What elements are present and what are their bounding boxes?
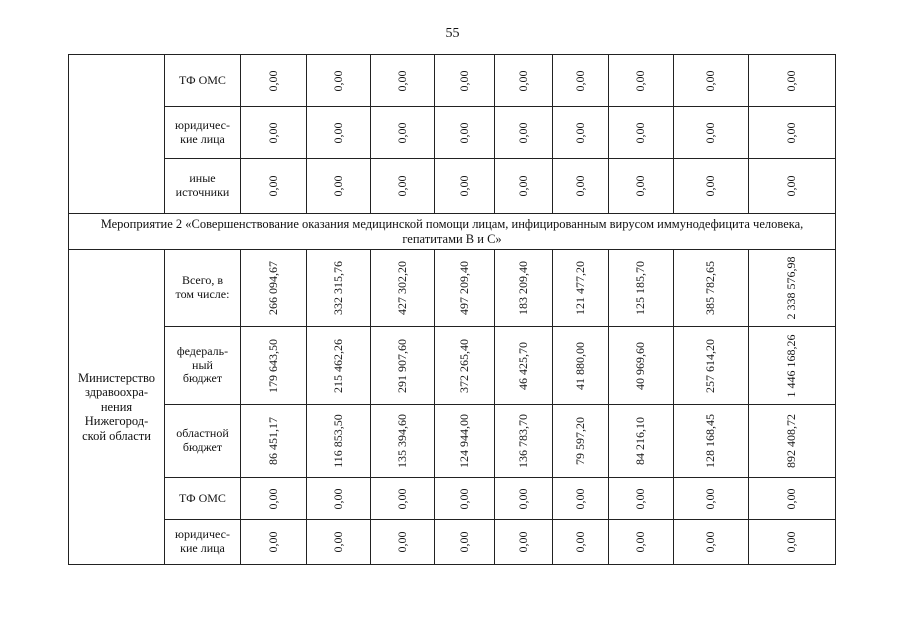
value-text: 427 302,20 [394,261,409,315]
value-cell [371,159,435,214]
value-text: 892 408,72 [784,414,799,468]
value-cell [495,55,553,107]
source-cell [165,405,241,478]
table-row [69,214,836,250]
value-cell [553,520,609,565]
value-text: 46 425,70 [515,341,530,390]
value-text: 0,00 [330,70,345,91]
value-text: 0,00 [703,488,718,509]
value-cell [749,55,836,107]
value-cell [674,327,749,405]
value-cell [749,159,836,214]
value-cell [307,250,371,327]
value-text: 0,00 [784,122,799,143]
value-cell [371,107,435,159]
value-cell [307,478,371,520]
value-text: 0,00 [456,70,471,91]
value-text: 0,00 [265,175,280,197]
value-text: 41 880,00 [572,341,587,390]
value-cell [674,159,749,214]
value-text: 0,00 [572,531,587,553]
value-text: 0,00 [456,175,471,197]
organization-cell-blank [69,55,165,214]
value-cell [749,107,836,159]
source-label: федераль- ный бюджет [176,343,229,386]
value-text: 0,00 [394,175,409,197]
table-row [69,520,836,565]
value-cell [435,520,495,565]
value-cell [749,327,836,405]
value-text: 0,00 [330,122,345,143]
value-cell [674,55,749,107]
value-cell [749,250,836,327]
value-text: 0,00 [703,531,718,553]
value-cell [674,107,749,159]
value-cell [241,159,307,214]
value-cell [609,107,674,159]
source-label: юридичес- кие лица [175,117,230,146]
value-cell [371,327,435,405]
value-text: 385 782,65 [703,261,718,315]
value-cell [307,405,371,478]
source-cell: ТФ ОМС [165,55,241,107]
value-cell [241,520,307,565]
value-text: 116 853,50 [330,414,345,468]
value-text: 128 168,45 [703,414,718,468]
value-text: 0,00 [633,488,648,509]
value-cell [495,159,553,214]
value-text: 0,00 [265,70,280,91]
value-cell [371,478,435,520]
value-cell [435,159,495,214]
value-text: 0,00 [633,175,648,197]
value-text: 0,00 [572,175,587,197]
value-text: 0,00 [330,175,345,197]
value-cell [371,250,435,327]
value-cell [241,250,307,327]
value-text: 1 446 168,26 [784,334,799,397]
value-text: 136 783,70 [515,414,530,468]
table-row [69,55,836,107]
value-cell [609,405,674,478]
value-cell [435,327,495,405]
value-text: 40 969,60 [633,341,648,390]
source-cell [165,520,241,565]
value-text: 0,00 [633,122,648,143]
value-cell [674,250,749,327]
value-cell [749,478,836,520]
value-cell [553,159,609,214]
value-cell [495,478,553,520]
value-cell [553,478,609,520]
value-cell [674,405,749,478]
value-cell [749,520,836,565]
value-text: 0,00 [784,531,799,553]
value-cell [553,55,609,107]
value-cell [371,55,435,107]
table-row [69,478,836,520]
value-text: 215 462,26 [330,338,345,393]
value-text: 0,00 [784,488,799,509]
value-text: 0,00 [515,175,530,197]
value-text: 0,00 [703,175,718,197]
value-text: 497 209,40 [456,261,471,315]
value-text: 0,00 [633,531,648,553]
value-text: 0,00 [265,531,280,553]
value-text: 86 451,17 [265,417,280,465]
value-cell [553,250,609,327]
value-text: 183 209,40 [515,261,530,315]
value-text: 179 643,50 [265,338,280,393]
value-text: 0,00 [394,122,409,143]
value-text: 0,00 [265,122,280,143]
value-cell [307,55,371,107]
value-text: 0,00 [572,488,587,509]
value-cell [674,520,749,565]
value-cell [609,520,674,565]
value-text: 0,00 [703,70,718,91]
value-cell [241,107,307,159]
value-text: 0,00 [572,70,587,91]
table-row [69,250,836,327]
source-label: иные источники [175,171,230,199]
source-cell [165,159,241,214]
organization-name: Министерство здравоохра- нения Нижегород- ской области [77,371,156,443]
value-text: 0,00 [515,122,530,143]
source-label: юридичес- кие лица [175,527,230,555]
table-row [69,107,836,159]
value-text: 0,00 [515,488,530,509]
value-cell [495,250,553,327]
value-cell [749,405,836,478]
value-cell [241,55,307,107]
value-cell [435,107,495,159]
value-text: 372 265,40 [456,338,471,393]
value-text: 0,00 [784,70,799,91]
value-text: 0,00 [456,488,471,509]
value-text: 0,00 [330,488,345,509]
value-text: 0,00 [572,122,587,143]
value-text: 125 185,70 [633,261,648,315]
event-title: Мероприятие 2 «Совершенствование оказания медицинской помощи лицам, инфицированным вирусом иммунодефицита человека, гепатитами В и С» [69,214,836,250]
table-row [69,405,836,478]
value-text: 121 477,20 [572,261,587,315]
value-cell [495,405,553,478]
source-cell: ТФ ОМС [165,478,241,520]
value-text: 0,00 [633,70,648,91]
source-cell [165,327,241,405]
value-text: 0,00 [515,70,530,91]
value-cell [609,250,674,327]
value-cell [609,478,674,520]
value-text: 0,00 [330,531,345,553]
value-cell [435,250,495,327]
table-row [69,159,836,214]
value-cell [435,405,495,478]
value-cell [307,107,371,159]
value-cell [495,327,553,405]
value-cell [553,107,609,159]
value-text: 0,00 [265,488,280,509]
value-cell [553,327,609,405]
value-cell [241,405,307,478]
source-cell [165,250,241,327]
value-text: 0,00 [394,488,409,509]
value-text: 135 394,60 [394,414,409,468]
value-text: 0,00 [703,122,718,143]
value-text: 2 338 576,98 [784,256,799,320]
value-text: 332 315,76 [330,261,345,315]
value-text: 0,00 [394,70,409,91]
value-cell [609,55,674,107]
value-cell [241,478,307,520]
value-cell [495,520,553,565]
page-number: 55 [445,26,460,41]
value-cell [371,405,435,478]
source-cell [165,107,241,159]
source-label: Всего, в том числе: [175,273,230,301]
value-cell [371,520,435,565]
value-cell [307,327,371,405]
financing-table [68,54,836,565]
value-cell [435,478,495,520]
value-cell [435,55,495,107]
value-text: 0,00 [456,122,471,143]
source-label: областной бюджет [176,426,229,454]
value-cell [674,478,749,520]
value-cell [609,159,674,214]
value-cell [495,107,553,159]
value-cell [241,327,307,405]
value-cell [307,159,371,214]
value-text: 266 094,67 [265,261,280,315]
value-cell [307,520,371,565]
value-text: 84 216,10 [633,417,648,465]
value-text: 291 907,60 [394,338,409,393]
value-text: 257 614,20 [703,338,718,393]
value-cell [553,405,609,478]
value-text: 0,00 [784,175,799,197]
value-text: 79 597,20 [572,417,587,465]
value-text: 0,00 [456,531,471,553]
value-text: 0,00 [515,531,530,553]
table-row [69,327,836,405]
value-cell [609,327,674,405]
organization-cell [69,250,165,565]
value-text: 124 944,00 [456,414,471,468]
value-text: 0,00 [394,531,409,553]
